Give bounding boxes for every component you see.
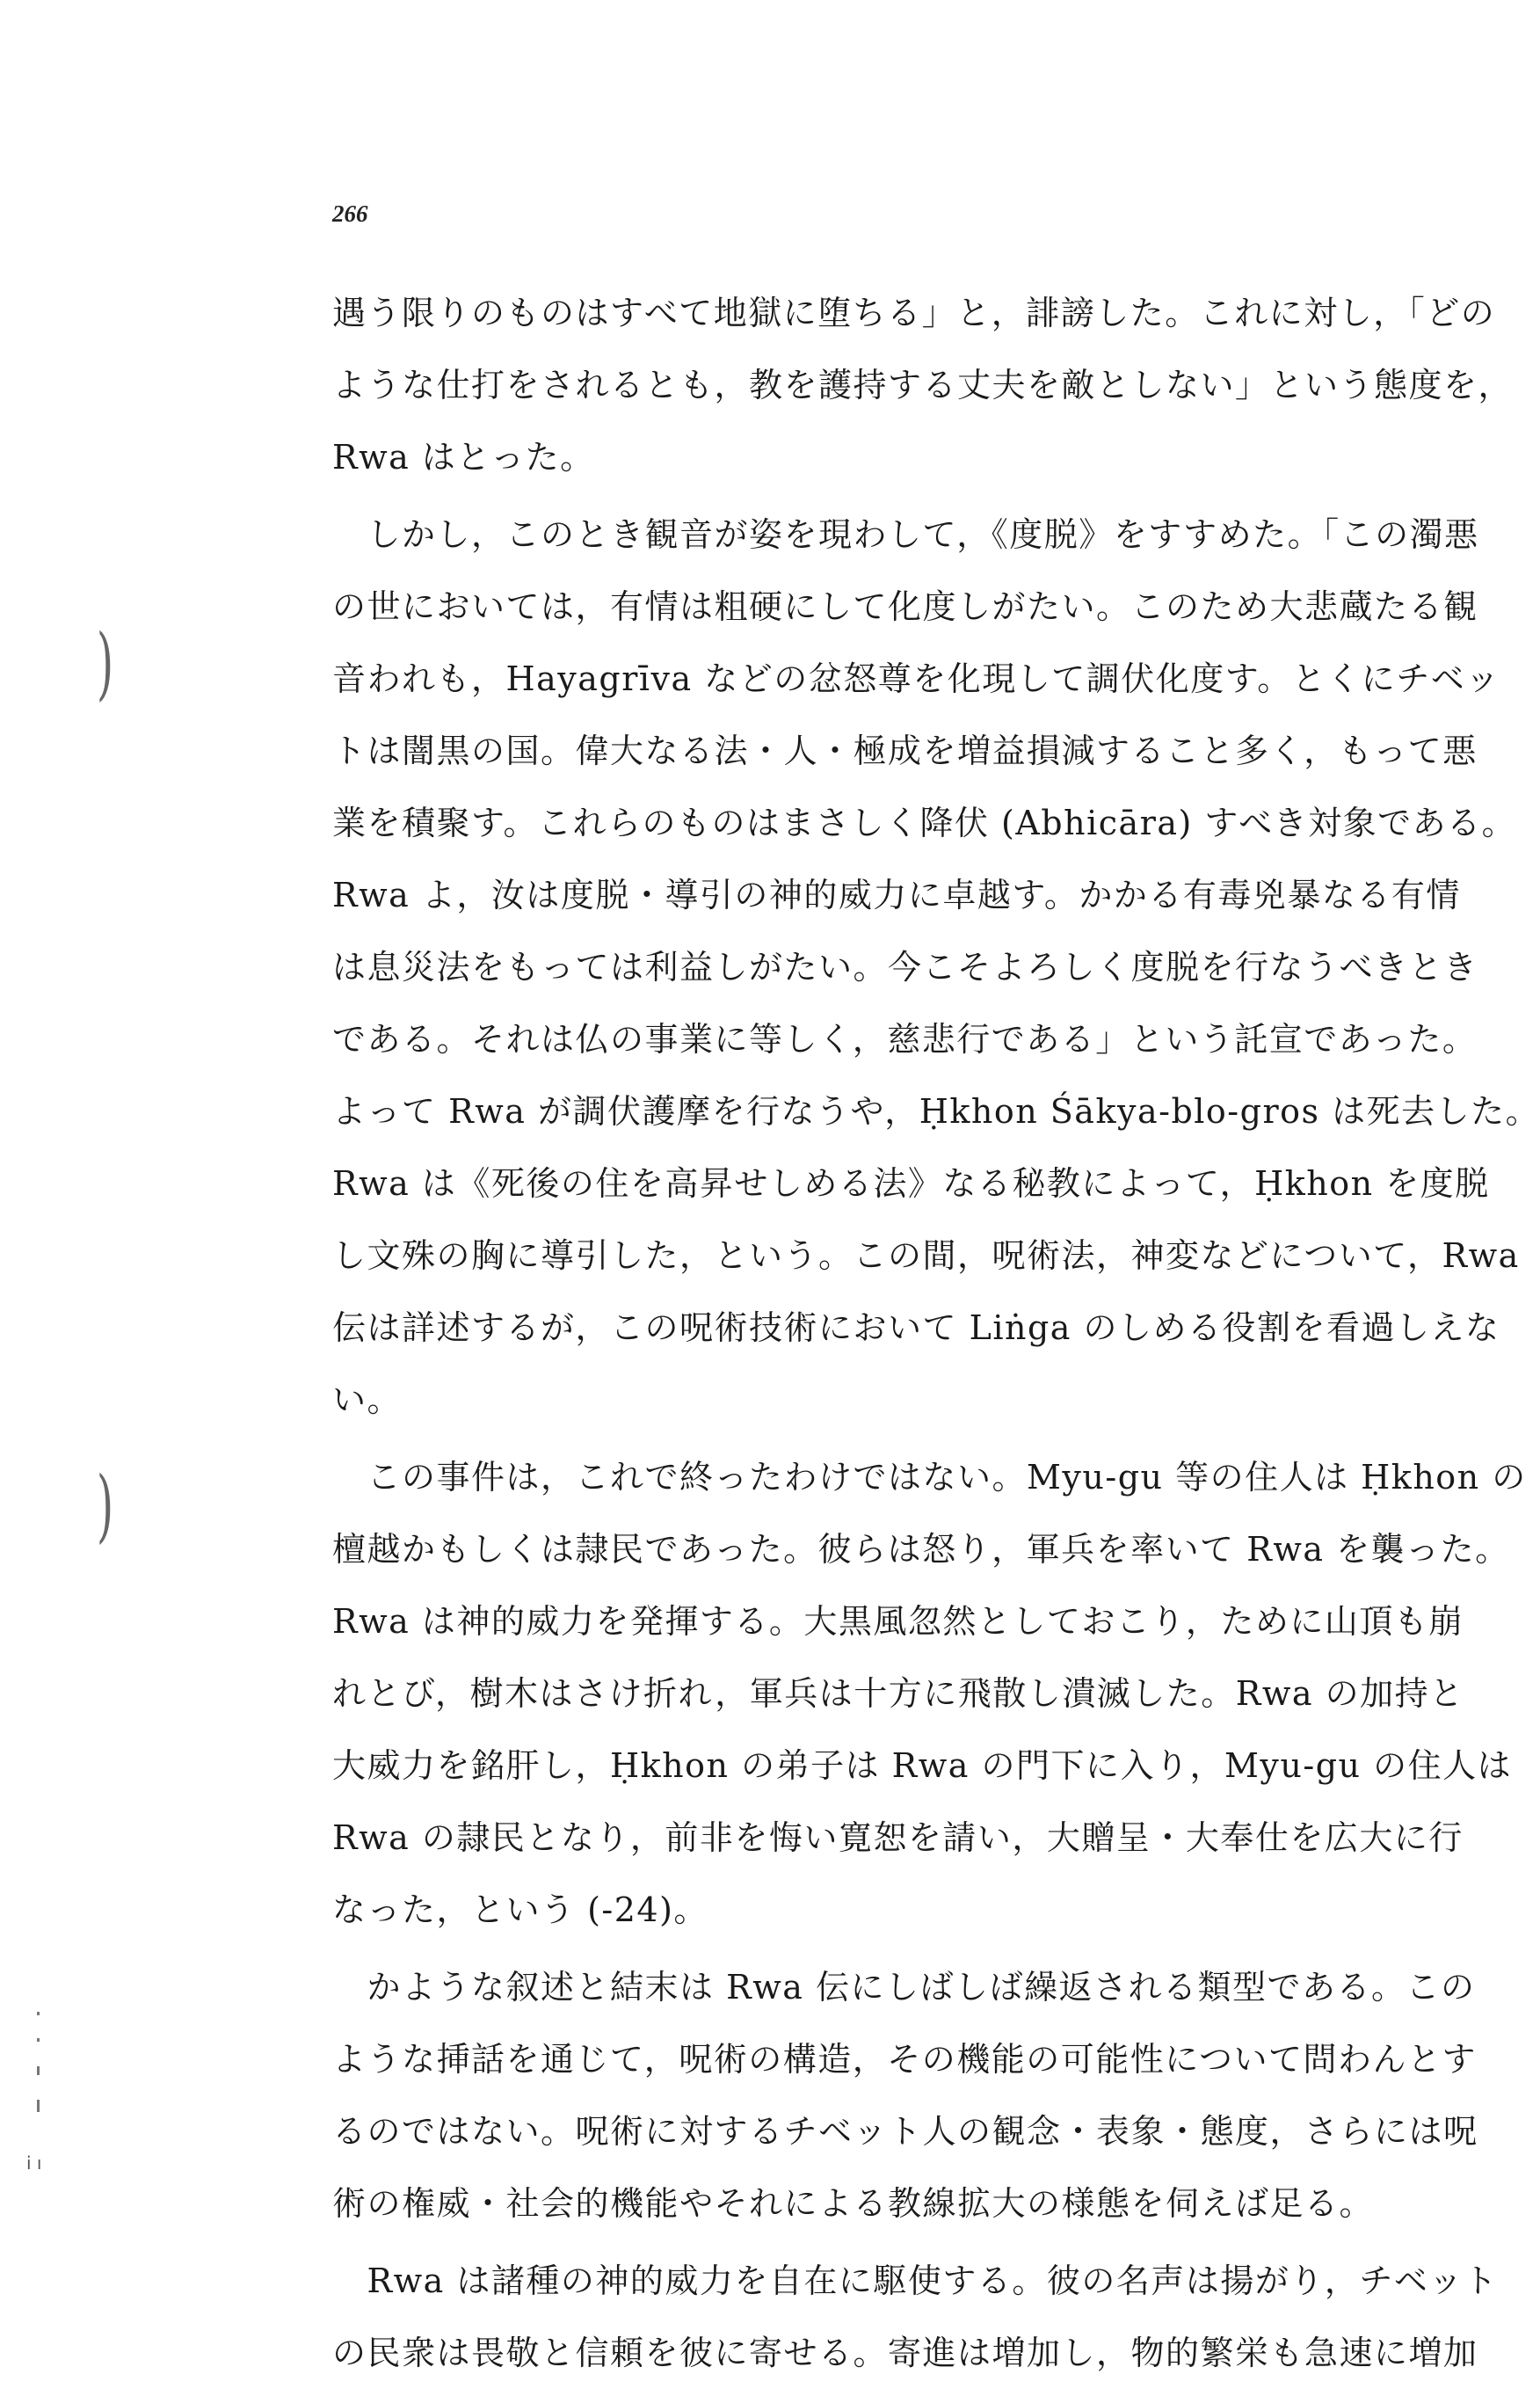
text-line: Rwa は諸種の神的威力を自在に駆使する。彼の名声は揚がり，チベット [332, 2262, 1499, 2300]
paragraph [332, 1441, 1527, 1946]
margin-speck [37, 2012, 40, 2015]
text-line: は息災法をもっては利益しがたい。今こそよろしく度脱を行なうべきとき [332, 948, 1478, 987]
text-line: Rwa の隷民となり，前非を悔い寛恕を請い，大贈呈・大奉仕を広大に行 [332, 1818, 1464, 1857]
margin-speck [37, 2100, 40, 2112]
text-line: しかし，このとき観音が姿を現わして，《度脱》をすすめた。「この濁悪 [332, 515, 1479, 554]
text-line: なった，という (-24)。 [332, 1890, 708, 1929]
margin-mark: i ı [26, 2152, 42, 2174]
text-line: かような叙述と結末は Rwa 伝にしばしば繰返される類型である。この [332, 1968, 1476, 2007]
text-line: るのではない。呪術に対するチベット人の観念・表象・態度，さらには呪 [332, 2112, 1478, 2151]
text-line: この事件は，これで終ったわけではない。Myu-gu 等の住人は Ḥkhon の [332, 1458, 1527, 1497]
text-line: 術の権威・社会的機能やそれによる教線拡大の様態を伺えば足る。 [332, 2184, 1375, 2223]
margin-speck [37, 2038, 40, 2042]
text-line: ような仕打をされるとも，教を護持する丈夫を敵としない」という態度を， [332, 366, 1514, 404]
text-line: Rwa は《死後の住を高昇せしめる法》なる秘教によって，Ḥkhon を度脱 [332, 1164, 1490, 1203]
text-line: 檀越かもしくは隷民であった。彼らは怒り，軍兵を率いて Rwa を襲った。 [332, 1530, 1510, 1569]
text-line: 伝は詳述するが，この呪術技術において Liṅga のしめる役割を看過しえな [332, 1308, 1500, 1347]
margin-bracket-mark: ) [96, 617, 114, 710]
page-number: 266 [332, 200, 368, 227]
text-line: の民衆は畏敬と信頼を彼に寄せる。寄進は増加し，物的繁栄も急速に増加 [332, 2334, 1478, 2372]
text-line: Rwa は神的威力を発揮する。大黒風忽然としておこり，ために山頂も崩 [332, 1602, 1464, 1641]
text-line: 業を積聚す。これらのものはまさしく降伏 (Abhicāra) すべき対象である。 [332, 804, 1517, 842]
body-text [332, 277, 1540, 2389]
text-line: よって Rwa が調伏護摩を行なうや，Ḥkhon Śākya-blo-gros は死去した。 [332, 1092, 1540, 1131]
text-line: である。それは仏の事業に等しく，慈悲行である」という託宣であった。 [332, 1020, 1478, 1059]
text-line: ような挿話を通じて，呪術の構造，その機能の可能性について問わんとす [332, 2040, 1477, 2079]
text-line: Rwa はとった。 [332, 438, 595, 477]
text-line: トは闇黒の国。偉大なる法・人・極成を増益損減すること多く，もって悪 [332, 732, 1478, 770]
text-line: 音われも，Hayagrīva などの忿怒尊を化現して調伏化度す。とくにチベッ [332, 659, 1500, 698]
paragraph [332, 499, 1540, 1436]
text-line: い。 [332, 1380, 403, 1419]
text-line: 遇う限りのものはすべて地獄に堕ちる」と，誹謗した。これに対し，「どの [332, 294, 1496, 332]
text-line: の世においては，有情は粗硬にして化度しがたい。このため大悲蔵たる観 [332, 587, 1478, 626]
paragraph [332, 277, 1514, 493]
text-line: Rwa よ，汝は度脱・導引の神的威力に卓越す。かかる有毒兇暴なる有情 [332, 876, 1461, 914]
text-line: 大威力を銘肝し，Ḥkhon の弟子は Rwa の門下に入り，Myu-gu の住人は [332, 1746, 1513, 1785]
text-line: れとび，樹木はさけ折れ，軍兵は十方に飛散し潰滅した。Rwa の加持と [332, 1674, 1464, 1713]
margin-bracket-mark: ) [96, 1460, 114, 1552]
paragraph [332, 2245, 1499, 2389]
margin-speck [37, 2066, 40, 2075]
text-line: し文殊の胸に導引した，という。この間，呪術法，神変などについて，Rwa [332, 1236, 1520, 1275]
paragraph [332, 1951, 1478, 2240]
